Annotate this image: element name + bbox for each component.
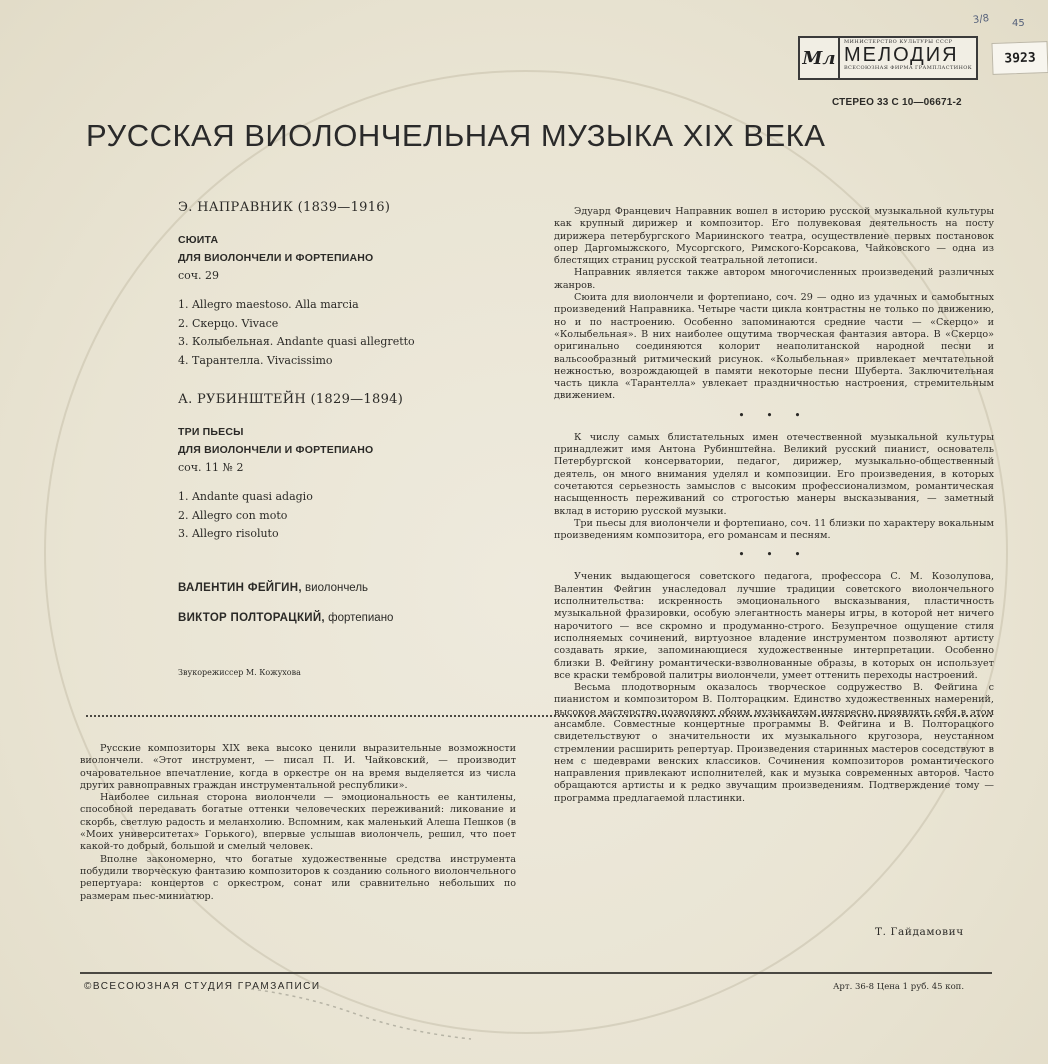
- catalog-number: СТЕРЕО 33 С 10—06671-2: [832, 97, 962, 108]
- opus-number: соч. 29: [178, 269, 220, 282]
- inventory-sticker: 3923: [991, 41, 1048, 75]
- composer-heading: Э. НАПРАВНИК (1839—1916): [178, 200, 391, 215]
- album-title: РУССКАЯ ВИОЛОНЧЕЛЬНАЯ МУЗЫКА XIX ВЕКА: [86, 118, 826, 153]
- notes-paragraph: Наиболее сильная сторона виолончели — эмоциональность ее кантилены, способной передавать богатые оттенки человеческих переживаний: ликование и скорбь, светлую радость и меланхолию. Вспомним, как маленький Алеша Пешков (в «Моих университетах» Горького), впервые услышав виолончель, решил, что поет какой-то добрый, большой и смелый человек.: [80, 792, 516, 853]
- work-title-line2: ДЛЯ ВИОЛОНЧЕЛИ И ФОРТЕПИАНО: [178, 444, 374, 456]
- work-title-line2: ДЛЯ ВИОЛОНЧЕЛИ И ФОРТЕПИАНО: [178, 252, 374, 264]
- movement-item: 1. Allegro maestoso. Alla marcia: [178, 298, 359, 311]
- work-rubinstein: [178, 392, 508, 544]
- notes-paragraph: Весьма плодотворным оказалось творческое содружество В. Фейгина с пианистом и композитором В. Полторацким. Единство художественных намерений, высокое мастерство позволяют обоим музыкантам интересно проявлять себя в этом ансамбле. Совместные концертные программы В. Фейгина и В. Полторацкого свидетельствуют о значительности их музыкального кругозора, неустанном стремлении расширить репертуар. Произведения старинных мастеров соседствуют в нем с шедеврами венских классиков. Сочинения композиторов романтического направления привлекают исполнителей, как и музыка современных авторов. Часто обращаются артисты и к редко звучащим произведениям. Подтверждение тому — программа предлагаемой пластинки.: [554, 682, 994, 804]
- copyright-line: ©ВСЕСОЮЗНАЯ СТУДИЯ ГРАМЗАПИСИ: [84, 981, 321, 992]
- performer-role: фортепиано: [324, 611, 394, 624]
- performer-cellist: [178, 582, 508, 594]
- logo-brand: МЕЛОДИЯ: [843, 44, 959, 66]
- work-napravnik: [178, 200, 508, 370]
- movement-list: [178, 488, 508, 544]
- footer-divider: [80, 972, 992, 974]
- notes-author: Т. Гайдамович: [875, 926, 964, 938]
- movement-item: 2. Скерцо. Vivace: [178, 316, 279, 330]
- handwritten-note: 3/8: [972, 12, 990, 27]
- opus-number: соч. 11 № 2: [178, 461, 244, 474]
- program-listing: [178, 200, 508, 642]
- melodiya-mark-icon: Мл: [800, 38, 840, 78]
- performer-name: ВИКТОР ПОЛТОРАЦКИЙ,: [178, 611, 325, 624]
- movement-item: 1. Andante quasi adagio: [178, 490, 313, 503]
- notes-paragraph: Три пьесы для виолончели и фортепиано, соч. 11 близки по характеру вокальным произведениям композитора, его романсам и песням.: [554, 517, 994, 542]
- movement-item: 3. Allegro risoluto: [178, 527, 279, 540]
- work-title-line1: СЮИТА: [178, 234, 219, 246]
- price-line: Арт. 36-8 Цена 1 руб. 45 коп.: [833, 982, 965, 992]
- performer-role: виолончель: [301, 581, 369, 594]
- notes-paragraph: Вполне закономерно, что богатые художественные средства инструмента побудили творческую фантазию композиторов к созданию сольного виолончельного репертуара: концертов с оркестром, сонат или сравнительно небольших по размерам пьес-миниатюр.: [80, 853, 516, 902]
- movement-item: 4. Тарантелла. Vivacissimo: [178, 353, 333, 367]
- movement-item: 2. Allegro con moto: [178, 508, 288, 522]
- notes-paragraph: К числу самых блистательных имен отечественной музыкальной культуры принадлежит имя Антона Рубинштейна. Великий русский пианист, основатель Петербургской консерватории, педагог, дирижер, музыкально-общественный деятель, он много внимания уделял и композиции. Его произведения, в которых сочетаются серьезность замыслов с высоким профессионализмом, романтическая насыщенность переживаний со строгостью манеры высказывания, — заметный вклад в историю русской музыки.: [554, 431, 994, 517]
- performer-name: ВАЛЕНТИН ФЕЙГИН,: [178, 581, 302, 594]
- movement-list: [178, 296, 508, 370]
- performer-pianist: [178, 612, 508, 624]
- logo-ministry-line: МИНИСТЕРСТВО КУЛЬТУРЫ СССР: [843, 39, 953, 45]
- notes-paragraph: Эдуард Францевич Направник вошел в историю русской музыкальной культуры как крупный дирижер и композитор. Его полувековая деятельность на посту дирижера петербургского Мариинского театра, осуществление первых постановок опер Даргомыжского, Мусоргского, Римского-Корсакова, Чайковского — одна из блестящих страниц русской театральной летописи.: [554, 206, 994, 267]
- sound-engineer: Звукорежиссер М. Кожухова: [178, 668, 301, 677]
- notes-paragraph: Русские композиторы XIX века высоко ценили выразительные возможности виолончели. «Этот инструмент, — писал П. И. Чайковский, — производит очаровательное впечатление, когда в оркестре он на время выделяется из числа других равноправных граждан инструментальной республики».: [80, 743, 516, 791]
- movement-item: 3. Колыбельная. Andante quasi allegretto: [178, 335, 415, 348]
- melodiya-logo: [798, 36, 978, 80]
- section-separator: • • •: [738, 548, 810, 562]
- logo-firm-line: ВСЕСОЮЗНАЯ ФИРМА ГРАМПЛАСТИНОК: [843, 65, 972, 71]
- section-separator: • • •: [738, 408, 810, 422]
- notes-paragraph: Ученик выдающегося советского педагога, профессора С. М. Козолупова, Валентин Фейгин унаследовал лучшие традиции советского виолончельного исполнительства: искренность эмоционального высказывания, пластичность музыкальной фразировки, особую элегантность манеры игры, в которой нет ничего нарочитого — все скромно и продуманно-строго. Безупречное ощущение стиля исполняемых сочинений, виртуозное владение инструментом позволяют артисту создавать яркие, запоминающиеся художественные интерпретации. Особенно близки В. Фейгину романтически-взволнованные образы, в которых он использует все краски тембровой палитры виолончели, умеет оттенить переходы настроений.: [554, 571, 994, 681]
- notes-paragraph: Сюита для виолончели и фортепиано, соч. 29 — одно из удачных и самобытных произведений Направника. Четыре части цикла контрастны не только по движению, но и по настроению. Особенно запоминаются средние части — «Скерцо» и «Колыбельная». В них наиболее ощутима творческая фантазия автора. В «Скерцо» оригинально соединяются колорит неаполитанской народной песни и вальсообразный ритмический рисунок. «Колыбельная» привлекает мечтательной нежностью, возрождающей в памяти некоторые песни Шуберта. Заключительная часть цикла «Тарантелла» увлекает праздничностью настроения, стремительным движением.: [554, 292, 994, 402]
- composer-heading: А. РУБИНШТЕЙН (1829—1894): [178, 392, 404, 407]
- liner-notes-left: [80, 743, 516, 903]
- dotted-divider: [86, 715, 992, 717]
- handwritten-note-2: 45: [1012, 18, 1025, 29]
- notes-paragraph: Направник является также автором многочисленных произведений различных жанров.: [554, 267, 994, 291]
- work-title-line1: ТРИ ПЬЕСЫ: [178, 426, 244, 438]
